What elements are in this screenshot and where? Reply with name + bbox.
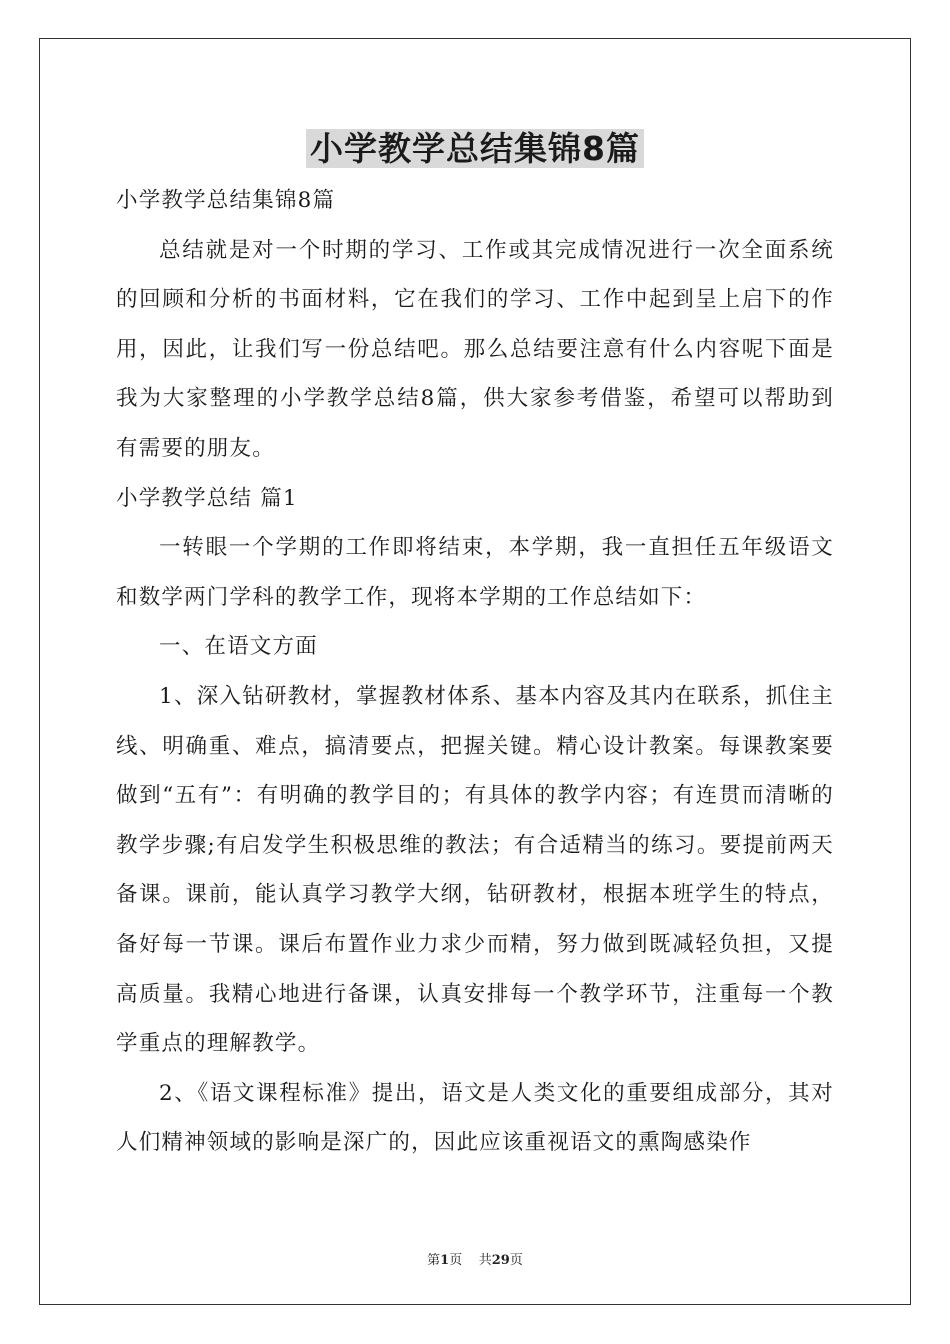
document-title [0, 127, 950, 171]
page-middle: 页 共 [449, 1253, 492, 1268]
paragraph: 小学教学总结集锦8篇 [116, 188, 336, 213]
paragraph: 一转眼一个学期的工作即将结束，本学期，我一直担任五年级语文和数学两门学科的教学工作，现将本学期的工作总结如下： [116, 535, 834, 610]
page-prefix: 第 [427, 1253, 441, 1268]
paragraph: 总结就是对一个时期的学习、工作或其完成情况进行一次全面系统的回顾和分析的书面材料，它在我们的学习、工作中起到呈上启下的作用，因此，让我们写一份总结吧。那么总结要注意有什么内容呢下面是我为大家整理的小学教学总结8篇，供大家参考借鉴，希望可以帮助到有需要的朋友。 [116, 237, 834, 461]
paragraph: 1、深入钻研教材，掌握教材体系、基本内容及其内在联系，抓住主线、明确重、难点，搞清要点，把握关键。精心设计教案。每课教案要做到“五有”：有明确的教学目的；有具体的教学内容；有连贯而清晰的教学步骤;有启发学生积极思维的教法；有合适精当的练习。要提前两天备课。课前，能认真学习教学大纲，钻研教材，根据本班学生的特点，备好每一节课。课后布置作业力求少而精，努力做到既减轻负担，又提高质量。我精心地进行备课，认真安排每一个教学环节，注重每一个教学重点的理解教学。 [116, 683, 834, 1057]
page-footer [0, 1249, 950, 1268]
paragraph: 2、《语文课程标准》提出，语文是人类文化的重要组成部分，其对人们精神领域的影响是深广的，因此应该重视语文的熏陶感染作 [116, 1080, 834, 1156]
total-page-number: 29 [491, 1253, 510, 1268]
subsection-heading: 一、在语文方面 [159, 634, 318, 660]
section-heading: 小学教学总结 篇1 [116, 485, 298, 511]
document-body [116, 176, 834, 1168]
document-title-text: 小学教学总结集锦8篇 [306, 129, 644, 168]
current-page-number: 1 [440, 1253, 450, 1268]
page-suffix: 页 [509, 1253, 523, 1268]
